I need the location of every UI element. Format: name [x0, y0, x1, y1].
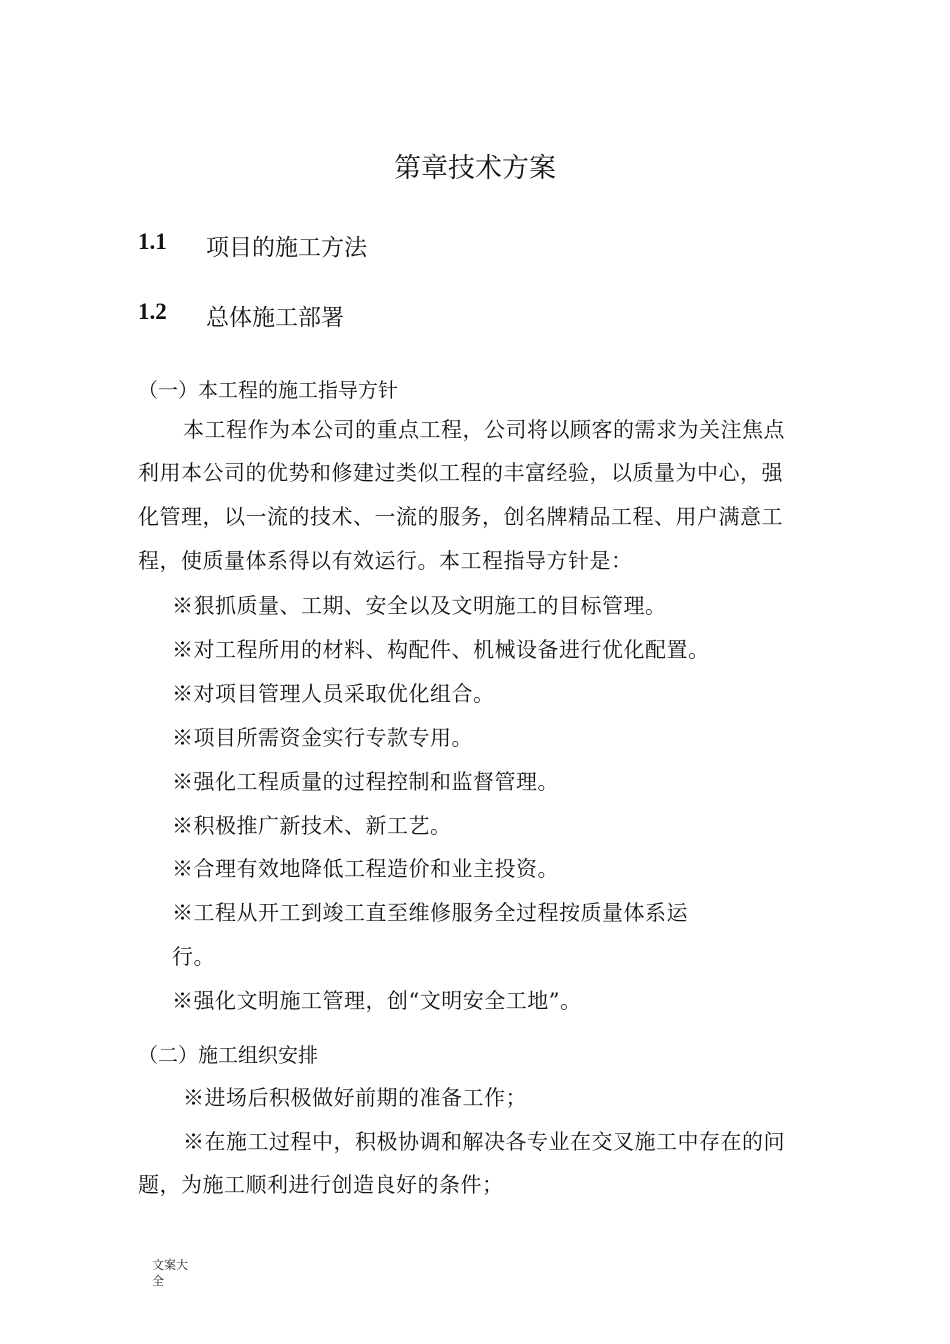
bullet-item: ※工程从开工到竣工直至维修服务全过程按质量体系运 [172, 901, 688, 925]
heading-number: 1.1 [138, 229, 167, 254]
section-heading-1-1 [138, 229, 538, 261]
bullet-item: ※积极推广新技术、新工艺。 [172, 814, 452, 838]
bullet-item: ※对工程所用的材料、构配件、机械设备进行优化配置。 [172, 638, 710, 662]
paragraph-line: 化管理，以一流的技术、一流的服务，创名牌精品工程、用户满意工 [138, 505, 783, 529]
bullet-item: ※强化工程质量的过程控制和监督管理。 [172, 770, 559, 794]
paragraph-line: 本工程作为本公司的重点工程，公司将以顾客的需求为关注焦点 [183, 418, 785, 442]
heading-text: 项目的施工方法 [206, 235, 367, 261]
paragraph-line: 程，使质量体系得以有效运行。本工程指导方针是： [138, 549, 633, 573]
bullet-item: ※合理有效地降低工程造价和业主投资。 [172, 857, 559, 881]
bullet-item: ※强化文明施工管理，创“文明安全工地”。 [172, 989, 582, 1013]
bullet-item: ※进场后积极做好前期的准备工作； [183, 1086, 527, 1110]
subsection-heading-2: （二）施工组织安排 [138, 1043, 318, 1067]
page-title: 第章技术方案 [394, 153, 556, 184]
section-heading-1-2 [138, 299, 538, 331]
subsection-heading-1: （一）本工程的施工指导方针 [138, 378, 398, 402]
page-footer: 文案大全 [152, 1258, 189, 1288]
bullet-item: ※狠抓质量、工期、安全以及文明施工的目标管理。 [172, 594, 667, 618]
heading-text: 总体施工部署 [206, 305, 344, 331]
bullet-item: ※对项目管理人员采取优化组合。 [172, 682, 495, 706]
heading-number: 1.2 [138, 299, 167, 324]
bullet-item: ※项目所需资金实行专款专用。 [172, 726, 473, 750]
bullet-item-continuation: 题，为施工顺利进行创造良好的条件； [138, 1173, 504, 1197]
bullet-item: ※在施工过程中，积极协调和解决各专业在交叉施工中存在的问 [183, 1130, 785, 1154]
bullet-item-continuation: 行。 [172, 945, 215, 969]
paragraph-line: 利用本公司的优势和修建过类似工程的丰富经验，以质量为中心，强 [138, 461, 783, 485]
